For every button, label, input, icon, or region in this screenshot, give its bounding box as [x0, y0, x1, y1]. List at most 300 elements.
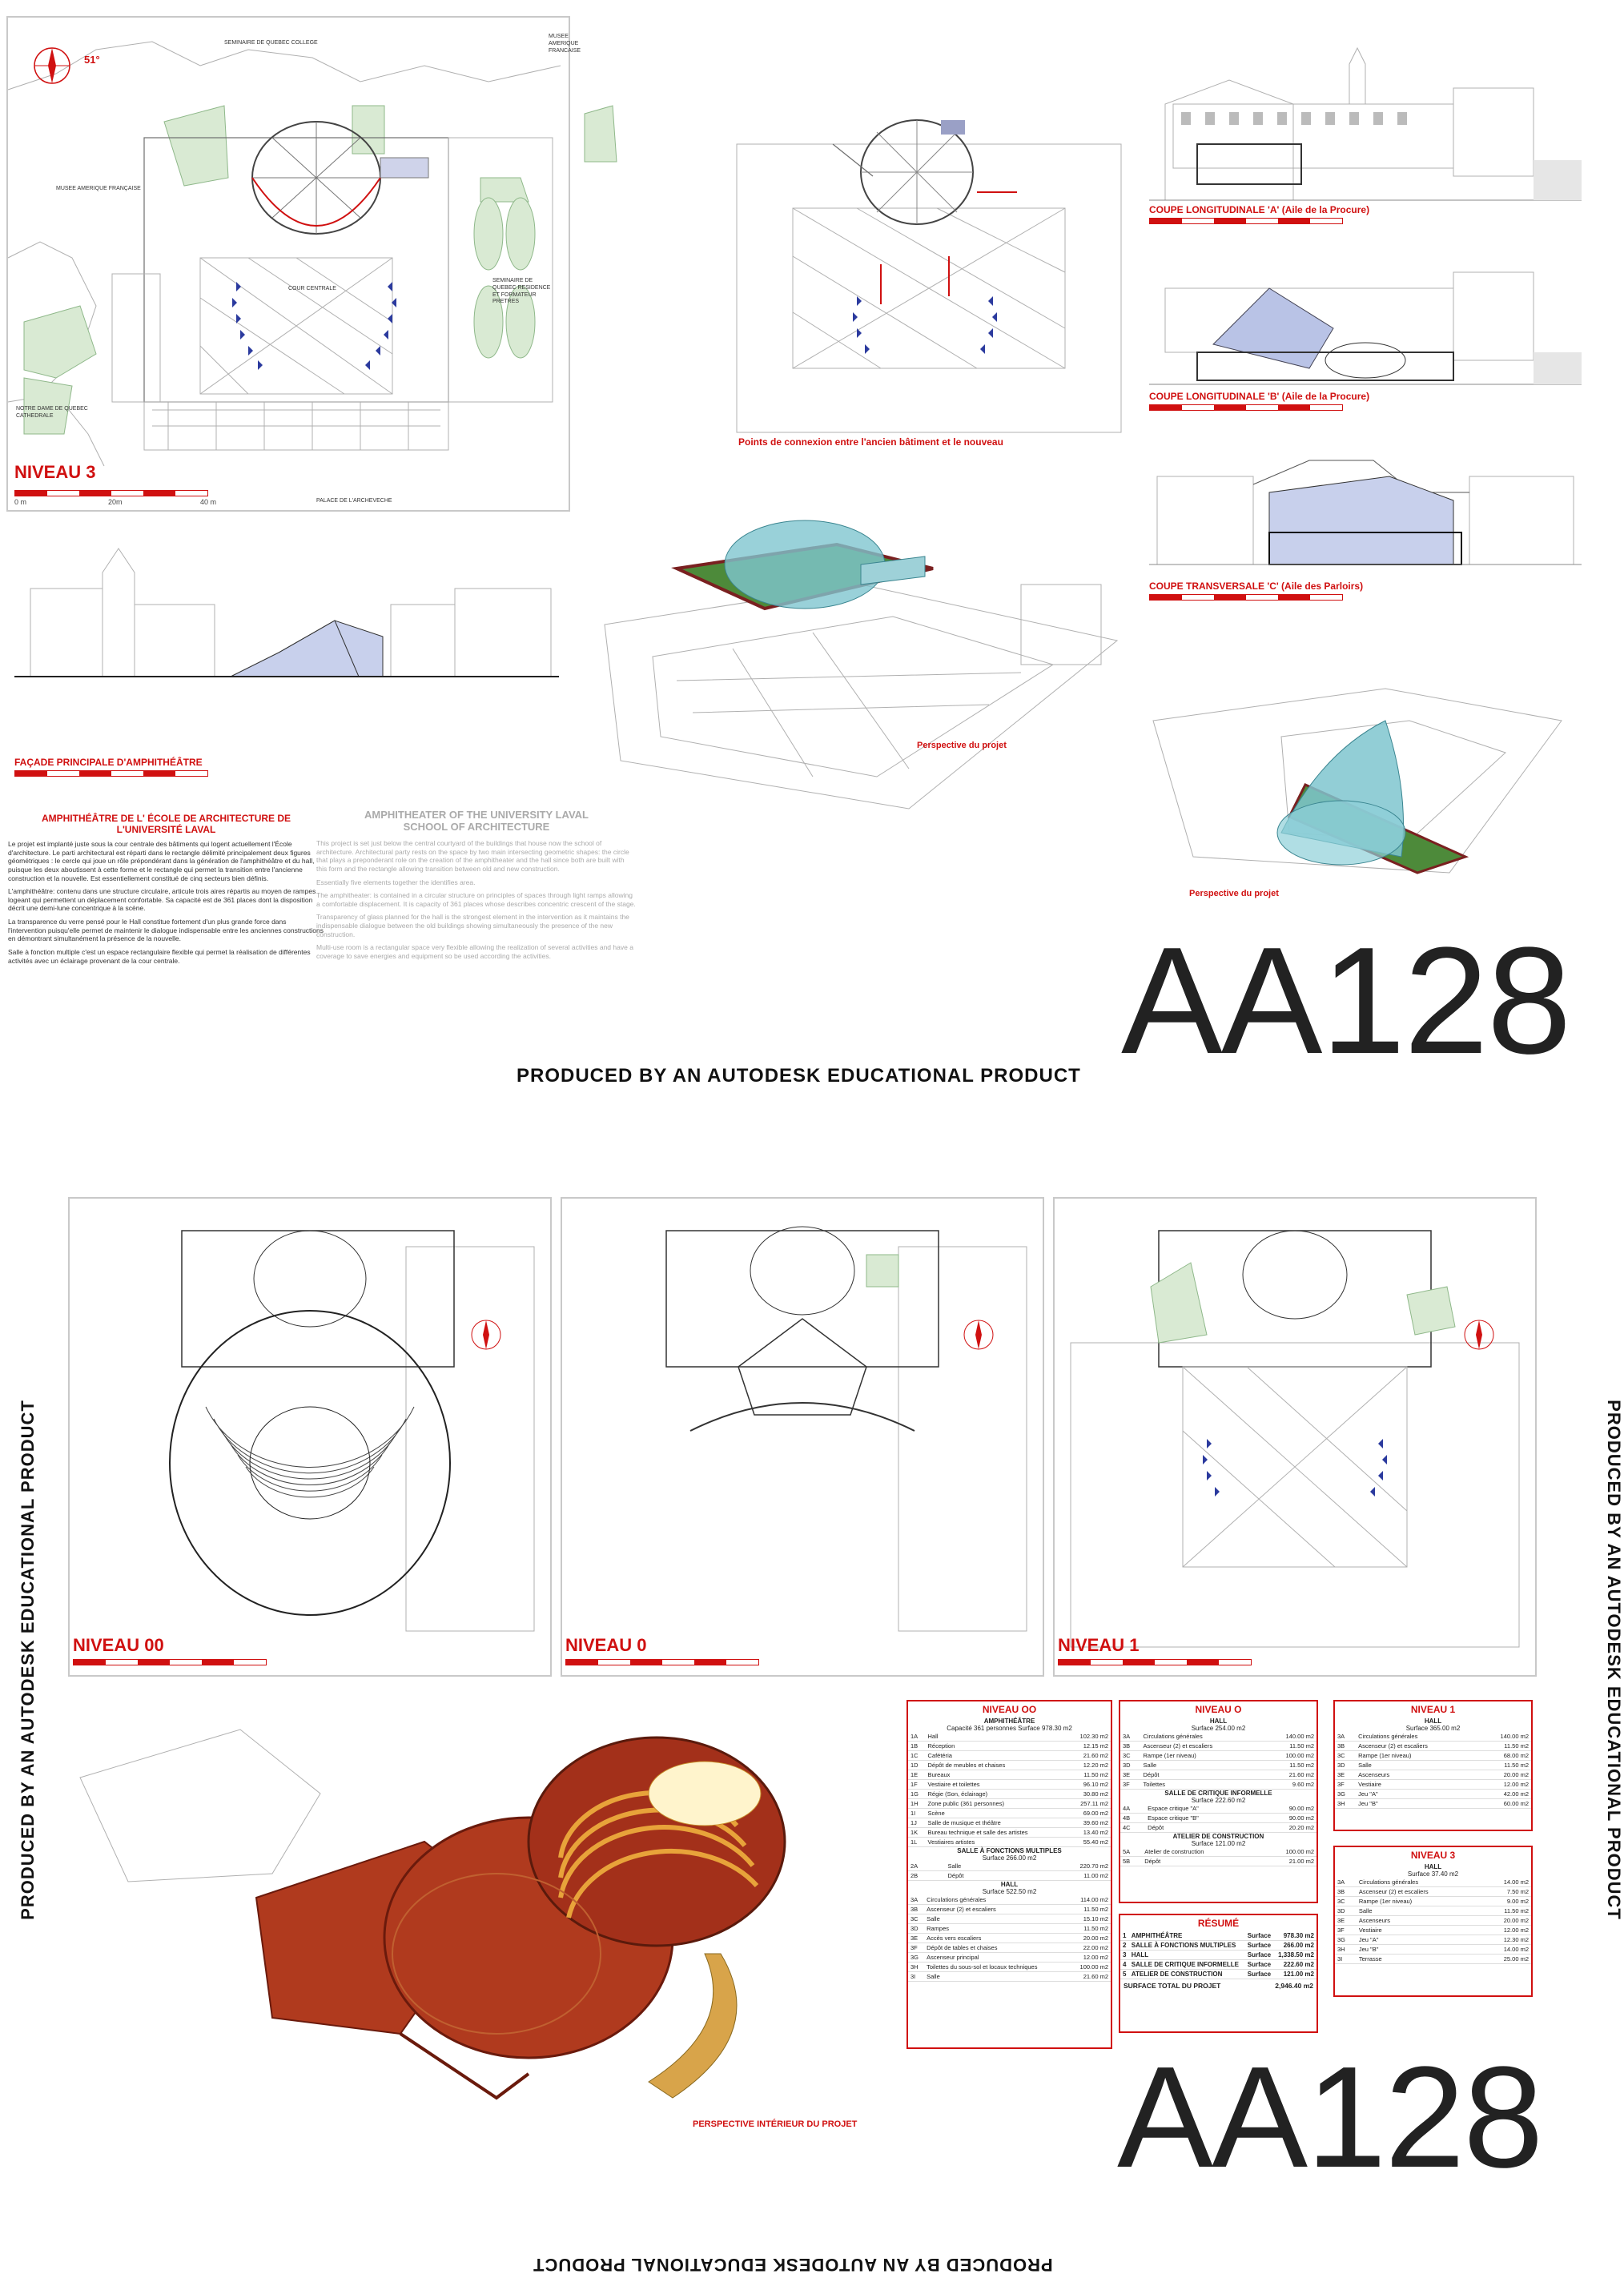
table-cell: 3I — [1335, 1955, 1357, 1964]
table-cell: Salle — [924, 1914, 1069, 1924]
table-cell: 12.30 m2 — [1481, 1935, 1531, 1945]
table-cell: 3D — [1335, 1906, 1357, 1916]
table-cell: 3C — [1335, 1751, 1356, 1761]
table-cell: 20.00 m2 — [1477, 1770, 1531, 1780]
table-cell: Surface — [1245, 1931, 1275, 1941]
niveau00-title: NIVEAU 00 — [73, 1635, 164, 1655]
table-cell: 1G — [908, 1790, 925, 1799]
table-cell: 1K — [908, 1828, 925, 1838]
table-niveau0-rows2 — [1120, 1804, 1316, 1833]
table-cell: 220.70 m2 — [1009, 1862, 1111, 1871]
table-cell: Salle — [1357, 1906, 1481, 1916]
table-row — [908, 1742, 1111, 1751]
text-fr-block — [8, 813, 324, 965]
table-niveau00-rows1 — [908, 1732, 1111, 1847]
table-row — [908, 1818, 1111, 1828]
table-niveau00: NIVEAU OO AMPHITHÉÂTRE Capacité 361 personnes Surface 978.30 m2 1A Hall 102.30 m2 1B Réception 12.15 m2 1C Cafétéria 21.60 m2 1D Dépôt de meubles et chaises 12.20 m2 1E Bureaux 11.50 m2 1F Vestiaire et toilettes 96.10 m2 1G Régie (Son, éclairage) 30.80 m2 1H Zone public (361 personnes) 257.11 m2 1I Scène 69.00 m2 1J Salle de musique et théâtre 39.60 m2 1K Bureau technique et salle des artistes 13.40 m2 1L Vestiaires artistes 55.40 m2 SALLE À FONCTIONS MULTIPLES Surface 266.00 m2 2A Salle 220.70 m2 2B Dépôt 11.00 m2 HALL Surface 522.50 m2 3A Circulations générales 114.00 m2 3B Ascenseur (2) et escaliers 11.50 m2 3C Salle 15.10 m2 3D Rampes 11.50 m2 3E Accès vers escaliers 20.00 m2 3F Dépôt de tables et chaises 22.00 m2 3G Ascenseur principal 12.00 m2 3H Toilettes du sous-sol et locaux techniques 100.00 m2 3I Salle 21.60 m2 — [906, 1700, 1112, 2049]
table-row — [908, 1905, 1111, 1914]
table-cell: 22.00 m2 — [1069, 1943, 1111, 1953]
table-cell: 3 — [1120, 1951, 1129, 1960]
table-niveau1-rows — [1335, 1732, 1531, 1809]
table-cell: Salle de musique et théâtre — [925, 1818, 1066, 1828]
table-cell: Jeu "B" — [1357, 1945, 1481, 1955]
table-cell: Rampe (1er niveau) — [1356, 1751, 1477, 1761]
table-cell: 100.00 m2 — [1262, 1751, 1316, 1761]
table-cell: 12.00 m2 — [1069, 1953, 1111, 1963]
coupe-a-title: COUPE LONGITUDINALE 'A' (Aile de la Procure) — [1149, 204, 1370, 215]
table-cell: Salle — [945, 1862, 1009, 1871]
label-seminaire-college: SEMINAIRE DE QUEBEC COLLEGE — [224, 40, 318, 46]
table-cell: 21.60 m2 — [1069, 1972, 1111, 1982]
table-cell: 3F — [908, 1943, 924, 1953]
table-cell: Ascenseur (2) et escaliers — [924, 1905, 1069, 1914]
text-fr-title: AMPHITHÉÂTRE DE L' ÉCOLE DE ARCHITECTURE DE L'UNIVERSITÉ LAVAL — [41, 813, 291, 835]
label-musee-1: MUSEE AMERIQUE FRANCAISE — [549, 34, 581, 54]
table-cell: 20.20 m2 — [1256, 1823, 1316, 1833]
label-musee-2: MUSEE AMERIQUE FRANÇAISE — [56, 186, 141, 191]
table-row — [908, 1799, 1111, 1809]
table-cell: Ascenseurs — [1356, 1770, 1477, 1780]
table-row — [1120, 1814, 1316, 1823]
table-cell: Rampe (1er niveau) — [1357, 1897, 1481, 1906]
table-cell: Circulations générales — [1356, 1732, 1477, 1742]
table-cell: 2A — [908, 1862, 945, 1871]
table-cell: 3A — [908, 1895, 924, 1905]
table-cell: 42.00 m2 — [1477, 1790, 1531, 1799]
table-cell: 11.50 m2 — [1069, 1924, 1111, 1934]
table-cell: 69.00 m2 — [1066, 1809, 1111, 1818]
table-cell: 4B — [1120, 1814, 1145, 1823]
facade-drawing — [14, 540, 559, 685]
table-cell: 3E — [1335, 1770, 1356, 1780]
table-cell: Vestiaires artistes — [925, 1838, 1066, 1847]
table-row — [908, 1790, 1111, 1799]
table-cell: Jeu "A" — [1356, 1790, 1477, 1799]
table-cell: 11.50 m2 — [1069, 1905, 1111, 1914]
table-cell: 9.00 m2 — [1481, 1897, 1531, 1906]
table-cell: 140.00 m2 — [1477, 1732, 1531, 1742]
table-resume-title: RÉSUMÉ — [1197, 1918, 1240, 1929]
text-en-p3: The amphitheater: is contained in a circular structure on principles of spaces through light ramps allowing a comfortable displacement. It is capacity of 361 places whose describes concentric crescent of the stage. — [316, 891, 636, 908]
table-cell: Surface — [1245, 1960, 1275, 1970]
perspective-1-caption: Perspective du projet — [917, 741, 1007, 750]
table-cell: 266.00 m2 — [1274, 1941, 1316, 1951]
table-niveau0: NIVEAU O HALL Surface 254.00 m2 3A Circulations générales 140.00 m2 3B Ascenseur (2) et escaliers 11.50 m2 3C Rampe (1er niveau) 100.00 m2 3D Salle 11.50 m2 3E Dépôt 21.60 m2 3F Toilettes 9.60 m2 SALLE DE CRITIQUE INFORMELLE Surface 222.60 m2 4A Espace critique "A" 90.00 m2 4B Espace critique "B" 90.00 m2 4C Dépôt 20.20 m2 ATELIER DE CONSTRUCTION Surface 121.00 m2 5A Atelier de construction 100.00 m2 5B Dépôt 21.00 m2 — [1119, 1700, 1318, 1903]
table-cell: Régie (Son, éclairage) — [925, 1790, 1066, 1799]
plan-niveau1-panel — [1053, 1197, 1537, 1677]
table-cell: 3B — [1335, 1887, 1357, 1897]
table-cell: 102.30 m2 — [1066, 1732, 1111, 1742]
text-en-p4: Transparency of glass planned for the hall is the strongest element in the intervention as it maintains the indispensable dialogue between the old buildings showing simultaneously the presence of the new construction. — [316, 913, 629, 938]
produced-by-left: PRODUCED BY AN AUTODESK EDUCATIONAL PRODUCT — [17, 1400, 38, 1920]
table-cell: 3A — [1335, 1878, 1357, 1887]
table-cell: Dépôt — [1142, 1857, 1257, 1866]
table-cell: 1 — [1120, 1931, 1129, 1941]
table-cell: 60.00 m2 — [1477, 1799, 1531, 1809]
table-cell: Cafétéria — [925, 1751, 1066, 1761]
table-row — [908, 1934, 1111, 1943]
table-cell: 7.50 m2 — [1481, 1887, 1531, 1897]
text-en-body: This project is set just below the central courtyard of the buildings that house now the school of architecture. Architectural party rests on the space by two main intersecting geometric shapes: the circle that plays a preponderant role on the creation of the amphitheater and the hall since both are built with this form and the rectangle allowing transition between old and new construction. — [316, 839, 629, 873]
table-cell: 4A — [1120, 1804, 1145, 1814]
table-row — [908, 1953, 1111, 1963]
table-row — [1120, 1770, 1316, 1780]
table-cell: 3G — [1335, 1790, 1356, 1799]
table-cell: Salle — [1141, 1761, 1263, 1770]
table-row — [908, 1809, 1111, 1818]
table-row — [1120, 1931, 1316, 1941]
plan-niveau00-panel — [68, 1197, 552, 1677]
text-fr-p3: La transparence du verre pensé pour le Hall constitue fortement d'un plus grande force dans l'intervention puisqu'elle permet de maintenir le dialogue indispensable entre les anciennes constructions en démontrant simultanément la présence de la nouvelle. — [8, 918, 324, 943]
interior-perspective — [80, 1697, 801, 2146]
label-palace: PALACE DE L'ARCHEVECHE — [316, 498, 392, 504]
label-cour-centrale: COUR CENTRALE — [288, 286, 336, 291]
table-cell: 1H — [908, 1799, 925, 1809]
table-cell: Circulations générales — [1141, 1732, 1263, 1742]
coupe-b-title: COUPE LONGITUDINALE 'B' (Aile de la Procure) — [1149, 391, 1370, 402]
table-cell: Vestiaire et toilettes — [925, 1780, 1066, 1790]
table-cell: 12.00 m2 — [1481, 1926, 1531, 1935]
resume-total-label: SURFACE TOTAL DU PROJET — [1124, 1982, 1221, 1990]
table-cell: 1E — [908, 1770, 925, 1780]
table-row — [1335, 1935, 1531, 1945]
table-resume-rows — [1120, 1931, 1316, 1979]
table-row — [1120, 1742, 1316, 1751]
table-cell: Atelier de construction — [1142, 1847, 1257, 1857]
plan-niveau0-panel — [561, 1197, 1044, 1677]
table-row — [908, 1963, 1111, 1972]
table-cell: 1A — [908, 1732, 925, 1742]
table-cell: ATELIER DE CONSTRUCTION — [1129, 1970, 1245, 1979]
label-notre-dame: NOTRE DAME DE QUEBEC CATHEDRALE — [16, 406, 88, 419]
table-cell: Jeu "B" — [1356, 1799, 1477, 1809]
table-row — [1335, 1732, 1531, 1742]
table-row — [1120, 1761, 1316, 1770]
table-niveau0-title: NIVEAU O — [1195, 1704, 1242, 1715]
table-cell: Accès vers escaliers — [924, 1934, 1069, 1943]
table-cell: 9.60 m2 — [1262, 1780, 1316, 1790]
table-cell: 3A — [1335, 1732, 1356, 1742]
produced-by-bottom: PRODUCED BY AN AUTODESK EDUCATIONAL PRODUCT — [533, 2255, 1053, 2275]
table-cell: Surface — [1245, 1951, 1275, 1960]
table-cell: Jeu "A" — [1357, 1935, 1481, 1945]
table-cell: 15.10 m2 — [1069, 1914, 1111, 1924]
table-cell: Salle — [924, 1972, 1069, 1982]
coupe-c-drawing — [1149, 428, 1582, 573]
table-cell: 100.00 m2 — [1069, 1963, 1111, 1972]
produced-by-right: PRODUCED BY AN AUTODESK EDUCATIONAL PRODUCT — [1603, 1400, 1624, 1920]
niveau3-scalebar — [14, 490, 208, 496]
perspective-2 — [1145, 673, 1594, 889]
resume-total-value: 2,946.40 m2 — [1275, 1982, 1313, 1990]
table-niveau1: NIVEAU 1 HALL Surface 365.00 m2 3A Circulations générales 140.00 m2 3B Ascenseur (2) et escaliers 11.50 m2 3C Rampe (1er niveau) 68.00 m2 3D Salle 11.50 m2 3E Ascenseurs 20.00 m2 3F Vestiaire 12.00 m2 3G Jeu "A" 42.00 m2 3H Jeu "B" 60.00 m2 — [1333, 1700, 1533, 1831]
table-cell: 121.00 m2 — [1274, 1970, 1316, 1979]
table-cell: 257.11 m2 — [1066, 1799, 1111, 1809]
table-cell: 3A — [1120, 1732, 1141, 1742]
table-cell: 1L — [908, 1838, 925, 1847]
table-row — [1120, 1823, 1316, 1833]
table-cell: Ascenseur (2) et escaliers — [1357, 1887, 1481, 1897]
table-cell: 11.50 m2 — [1262, 1742, 1316, 1751]
table-cell: 1,338.50 m2 — [1274, 1951, 1316, 1960]
niveau3-title: NIVEAU 3 — [14, 462, 96, 482]
table-row — [1120, 1847, 1316, 1857]
text-en-title: AMPHITHEATER OF THE UNIVERSITY LAVAL — [364, 809, 589, 821]
table-niveau00-rows2 — [908, 1862, 1111, 1881]
table-cell: 90.00 m2 — [1256, 1814, 1316, 1823]
text-en-block — [316, 809, 637, 961]
table-niveau00-rows3 — [908, 1895, 1111, 1982]
table-cell: Réception — [925, 1742, 1066, 1751]
project-code-bottom: AA128 — [1117, 2037, 1542, 2198]
perspective-2-caption: Perspective du projet — [1189, 889, 1279, 898]
text-fr-p2: L'amphithéâtre: contenu dans une structure circulaire, articule trois aires répartis au moyen de rampes logeant qui permettent un déplacement confortable. Sa capacité est de 361 places dont la disposition décrit une demi-lune concentrique à la scène. — [8, 887, 316, 913]
facade-title: FAÇADE PRINCIPALE D'AMPHITHÉÂTRE — [14, 757, 203, 768]
table-cell: 20.00 m2 — [1481, 1916, 1531, 1926]
table-niveau1-title: NIVEAU 1 — [1410, 1704, 1456, 1715]
table-row — [908, 1862, 1111, 1871]
table-cell: 30.80 m2 — [1066, 1790, 1111, 1799]
table-row — [908, 1943, 1111, 1953]
table-cell: 3B — [1120, 1742, 1141, 1751]
north-angle-label: 51° — [84, 54, 100, 66]
table-cell: 2 — [1120, 1941, 1129, 1951]
table-row — [908, 1761, 1111, 1770]
north-arrow-icon — [472, 1320, 500, 1349]
table-cell: HALL — [1129, 1951, 1245, 1960]
table-cell: 4 — [1120, 1960, 1129, 1970]
table-cell: Vestiaire — [1357, 1926, 1481, 1935]
table-cell: 3C — [1335, 1897, 1357, 1906]
table-cell: 25.00 m2 — [1481, 1955, 1531, 1964]
table-niveau3-rows — [1335, 1878, 1531, 1964]
project-code-top: AA128 — [1121, 916, 1570, 1086]
table-row — [908, 1924, 1111, 1934]
table-cell: 3C — [908, 1914, 924, 1924]
text-en-p2: Essentially five elements together the identifies area. — [316, 878, 476, 886]
text-fr-p4: Salle à fonction multiple c'est un espace rectangulaire flexible qui permet la réalisation de différentes activités avec un éclairage provenant de la cour centrale. — [8, 947, 311, 965]
table-cell: Ascenseur principal — [924, 1953, 1069, 1963]
table-cell: 3G — [908, 1953, 924, 1963]
table-niveau0-rows3 — [1120, 1847, 1316, 1866]
table-cell: 3D — [1120, 1761, 1141, 1770]
table-cell: Dépôt de tables et chaises — [924, 1943, 1069, 1953]
north-arrow-icon — [34, 48, 70, 83]
table-cell: 3I — [908, 1972, 924, 1982]
table-cell: 4C — [1120, 1823, 1145, 1833]
table-niveau0-rows1 — [1120, 1732, 1316, 1790]
table-cell: 3F — [1335, 1780, 1356, 1790]
niveau1-title: NIVEAU 1 — [1058, 1635, 1140, 1655]
table-cell: 140.00 m2 — [1262, 1732, 1316, 1742]
table-cell: 222.60 m2 — [1274, 1960, 1316, 1970]
table-cell: Toilettes — [1141, 1780, 1263, 1790]
label-seminaire-residence: SEMINAIRE DE QUEBEC RESIDENCE ET FORMATEUR PRETRES — [492, 278, 551, 305]
table-row — [1120, 1941, 1316, 1951]
table-row — [1335, 1955, 1531, 1964]
table-cell: 3H — [1335, 1799, 1356, 1809]
table-row — [908, 1972, 1111, 1982]
table-cell: 13.40 m2 — [1066, 1828, 1111, 1838]
table-cell: Terrasse — [1357, 1955, 1481, 1964]
table-cell: Ascenseurs — [1357, 1916, 1481, 1926]
table-cell: 3C — [1120, 1751, 1141, 1761]
table-row — [1120, 1857, 1316, 1866]
table-cell: 1C — [908, 1751, 925, 1761]
table-niveau3-title: NIVEAU 3 — [1410, 1850, 1456, 1861]
table-cell: 1I — [908, 1809, 925, 1818]
coupe-a-drawing — [1149, 48, 1582, 200]
north-arrow-icon — [1465, 1320, 1493, 1349]
table-cell: 3H — [908, 1963, 924, 1972]
connexion-caption: Points de connexion entre l'ancien bâtiment et le nouveau — [738, 436, 1003, 448]
connexion-plan — [737, 96, 1129, 432]
table-cell: 3E — [1120, 1770, 1141, 1780]
table-cell: Dépôt — [945, 1871, 1009, 1881]
table-cell: Circulations générales — [1357, 1878, 1481, 1887]
table-row — [908, 1871, 1111, 1881]
niveau0-title: NIVEAU 0 — [565, 1635, 647, 1655]
table-cell: Circulations générales — [924, 1895, 1069, 1905]
table-cell: Dépôt de meubles et chaises — [925, 1761, 1066, 1770]
table-cell: 3F — [1335, 1926, 1357, 1935]
table-row — [1335, 1887, 1531, 1897]
table-cell: Dépôt — [1141, 1770, 1263, 1780]
table-cell: Dépôt — [1145, 1823, 1256, 1833]
table-row — [1120, 1804, 1316, 1814]
table-row — [908, 1770, 1111, 1780]
table-cell: 3H — [1335, 1945, 1357, 1955]
table-cell: 3E — [908, 1934, 924, 1943]
table-row — [1120, 1751, 1316, 1761]
table-niveau00-title: NIVEAU OO — [982, 1704, 1037, 1715]
produced-by-top: PRODUCED BY AN AUTODESK EDUCATIONAL PRODUCT — [517, 1065, 1081, 1087]
table-row — [908, 1914, 1111, 1924]
table-cell: Toilettes du sous-sol et locaux techniques — [924, 1963, 1069, 1972]
table-cell: 11.50 m2 — [1481, 1906, 1531, 1916]
table-cell: 100.00 m2 — [1257, 1847, 1316, 1857]
north-arrow-icon — [964, 1320, 993, 1349]
table-cell: Vestiaire — [1356, 1780, 1477, 1790]
table-cell: 1D — [908, 1761, 925, 1770]
table-cell: Bureau technique et salle des artistes — [925, 1828, 1066, 1838]
table-cell: 3F — [1120, 1780, 1141, 1790]
table-cell: Rampes — [924, 1924, 1069, 1934]
table-cell: 39.60 m2 — [1066, 1818, 1111, 1828]
table-row — [1335, 1790, 1531, 1799]
table-row — [1335, 1897, 1531, 1906]
plan-niveau3-drawing — [8, 18, 569, 510]
table-cell: Ascenseur (2) et escaliers — [1356, 1742, 1477, 1751]
table-cell: Scène — [925, 1809, 1066, 1818]
table-row — [1335, 1761, 1531, 1770]
table-cell: Espace critique "B" — [1145, 1814, 1256, 1823]
table-row — [1335, 1799, 1531, 1809]
table-row — [908, 1732, 1111, 1742]
table-cell: Hall — [925, 1732, 1066, 1742]
table-cell: 21.60 m2 — [1262, 1770, 1316, 1780]
table-cell: 11.50 m2 — [1262, 1761, 1316, 1770]
table-cell: 3G — [1335, 1935, 1357, 1945]
table-cell: 2B — [908, 1871, 945, 1881]
table-cell: Surface — [1245, 1970, 1275, 1979]
table-cell: Salle — [1356, 1761, 1477, 1770]
table-cell: 14.00 m2 — [1481, 1878, 1531, 1887]
table-cell: 3B — [908, 1905, 924, 1914]
table-row — [1335, 1926, 1531, 1935]
table-cell: 114.00 m2 — [1069, 1895, 1111, 1905]
table-row — [1335, 1742, 1531, 1751]
text-en-subtitle: SCHOOL OF ARCHITECTURE — [403, 821, 550, 833]
table-cell: 55.40 m2 — [1066, 1838, 1111, 1847]
table-cell: 3B — [1335, 1742, 1356, 1751]
table-cell: 90.00 m2 — [1256, 1804, 1316, 1814]
table-row — [1120, 1732, 1316, 1742]
table-cell: 1B — [908, 1742, 925, 1751]
table-cell: 11.50 m2 — [1477, 1761, 1531, 1770]
plan-niveau3-panel: 51° SEMINAIRE DE QUEBEC COLLEGE MUSEE AMERIQUE FRANCAISE MUSEE AMERIQUE FRANÇAISE COUR CENTRALE SEMINAIRE DE QUEBEC RESIDENCE ET FORMATEUR PRETRES NOTRE DAME DE QUEBEC CATHEDRALE PALACE DE L'ARCHEVECHE NIVEAU 3 0 m 20m 40 m — [6, 16, 570, 512]
table-cell: 21.00 m2 — [1257, 1857, 1316, 1866]
table-cell: 978.30 m2 — [1274, 1931, 1316, 1941]
table-cell: 12.15 m2 — [1066, 1742, 1111, 1751]
table-row — [1335, 1916, 1531, 1926]
table-cell: 96.10 m2 — [1066, 1780, 1111, 1790]
table-row — [1120, 1780, 1316, 1790]
table-cell: 3E — [1335, 1916, 1357, 1926]
table-cell: 12.20 m2 — [1066, 1761, 1111, 1770]
text-en-p5: Multi-use room is a rectangular space very flexible allowing the realization of several activities and have a coverage to save energies and equipment so be used according the activities. — [316, 943, 633, 960]
table-cell: 12.00 m2 — [1477, 1780, 1531, 1790]
table-row — [908, 1828, 1111, 1838]
table-cell: 1F — [908, 1780, 925, 1790]
table-cell: 21.60 m2 — [1066, 1751, 1111, 1761]
interior-caption: PERSPECTIVE INTÉRIEUR DU PROJET — [693, 2119, 858, 2129]
table-resume — [1119, 1914, 1318, 2033]
table-cell: Bureaux — [925, 1770, 1066, 1780]
table-cell: 20.00 m2 — [1069, 1934, 1111, 1943]
table-row — [1335, 1770, 1531, 1780]
table-cell: 11.50 m2 — [1477, 1742, 1531, 1751]
table-cell: Espace critique "A" — [1145, 1804, 1256, 1814]
table-cell: Zone public (361 personnes) — [925, 1799, 1066, 1809]
table-row — [1335, 1878, 1531, 1887]
table-cell: 14.00 m2 — [1481, 1945, 1531, 1955]
table-cell: 5A — [1120, 1847, 1142, 1857]
table-cell: 5B — [1120, 1857, 1142, 1866]
table-cell: Ascenseur (2) et escaliers — [1141, 1742, 1263, 1751]
table-cell: SALLE DE CRITIQUE INFORMELLE — [1129, 1960, 1245, 1970]
table-row — [1120, 1951, 1316, 1960]
table-cell: Surface — [1245, 1941, 1275, 1951]
coupe-c-title: COUPE TRANSVERSALE 'C' (Aile des Parloirs) — [1149, 581, 1364, 592]
table-row — [908, 1751, 1111, 1761]
table-row — [1120, 1970, 1316, 1979]
table-row — [908, 1780, 1111, 1790]
table-cell: 1J — [908, 1818, 925, 1828]
table-cell: 11.00 m2 — [1009, 1871, 1111, 1881]
table-cell: AMPHITHÉÂTRE — [1129, 1931, 1245, 1941]
table-row — [1335, 1751, 1531, 1761]
text-fr-body: Le projet est implanté juste sous la cour centrale des bâtiments qui logent actuellement l'École d'architecture. Le parti architectural est réparti dans le rectangle délimité principalement deux figures géométriques : le cercle qui joue un rôle prépondérant dans la génération de l'amphithéâtre et du hall, puisque les deux aboutissent à cette forme et le rectangle qui permet la transition entre l'ancienne construction et la nouvelle. Est essentiellement constitué de cinq secteurs bien définis. — [8, 840, 315, 882]
perspective-1 — [573, 520, 1125, 817]
table-row — [1335, 1945, 1531, 1955]
table-cell: 11.50 m2 — [1066, 1770, 1111, 1780]
table-row — [1120, 1960, 1316, 1970]
table-cell: 5 — [1120, 1970, 1129, 1979]
table-niveau3: NIVEAU 3 HALL Surface 37.40 m2 3A Circulations générales 14.00 m2 3B Ascenseur (2) et escaliers 7.50 m2 3C Rampe (1er niveau) 9.00 m2 3D Salle 11.50 m2 3E Ascenseurs 20.00 m2 3F Vestiaire 12.00 m2 3G Jeu "A" 12.30 m2 3H Jeu "B" 14.00 m2 3I Terrasse 25.00 m2 — [1333, 1846, 1533, 1997]
table-row — [1335, 1906, 1531, 1916]
table-cell: 3D — [1335, 1761, 1356, 1770]
